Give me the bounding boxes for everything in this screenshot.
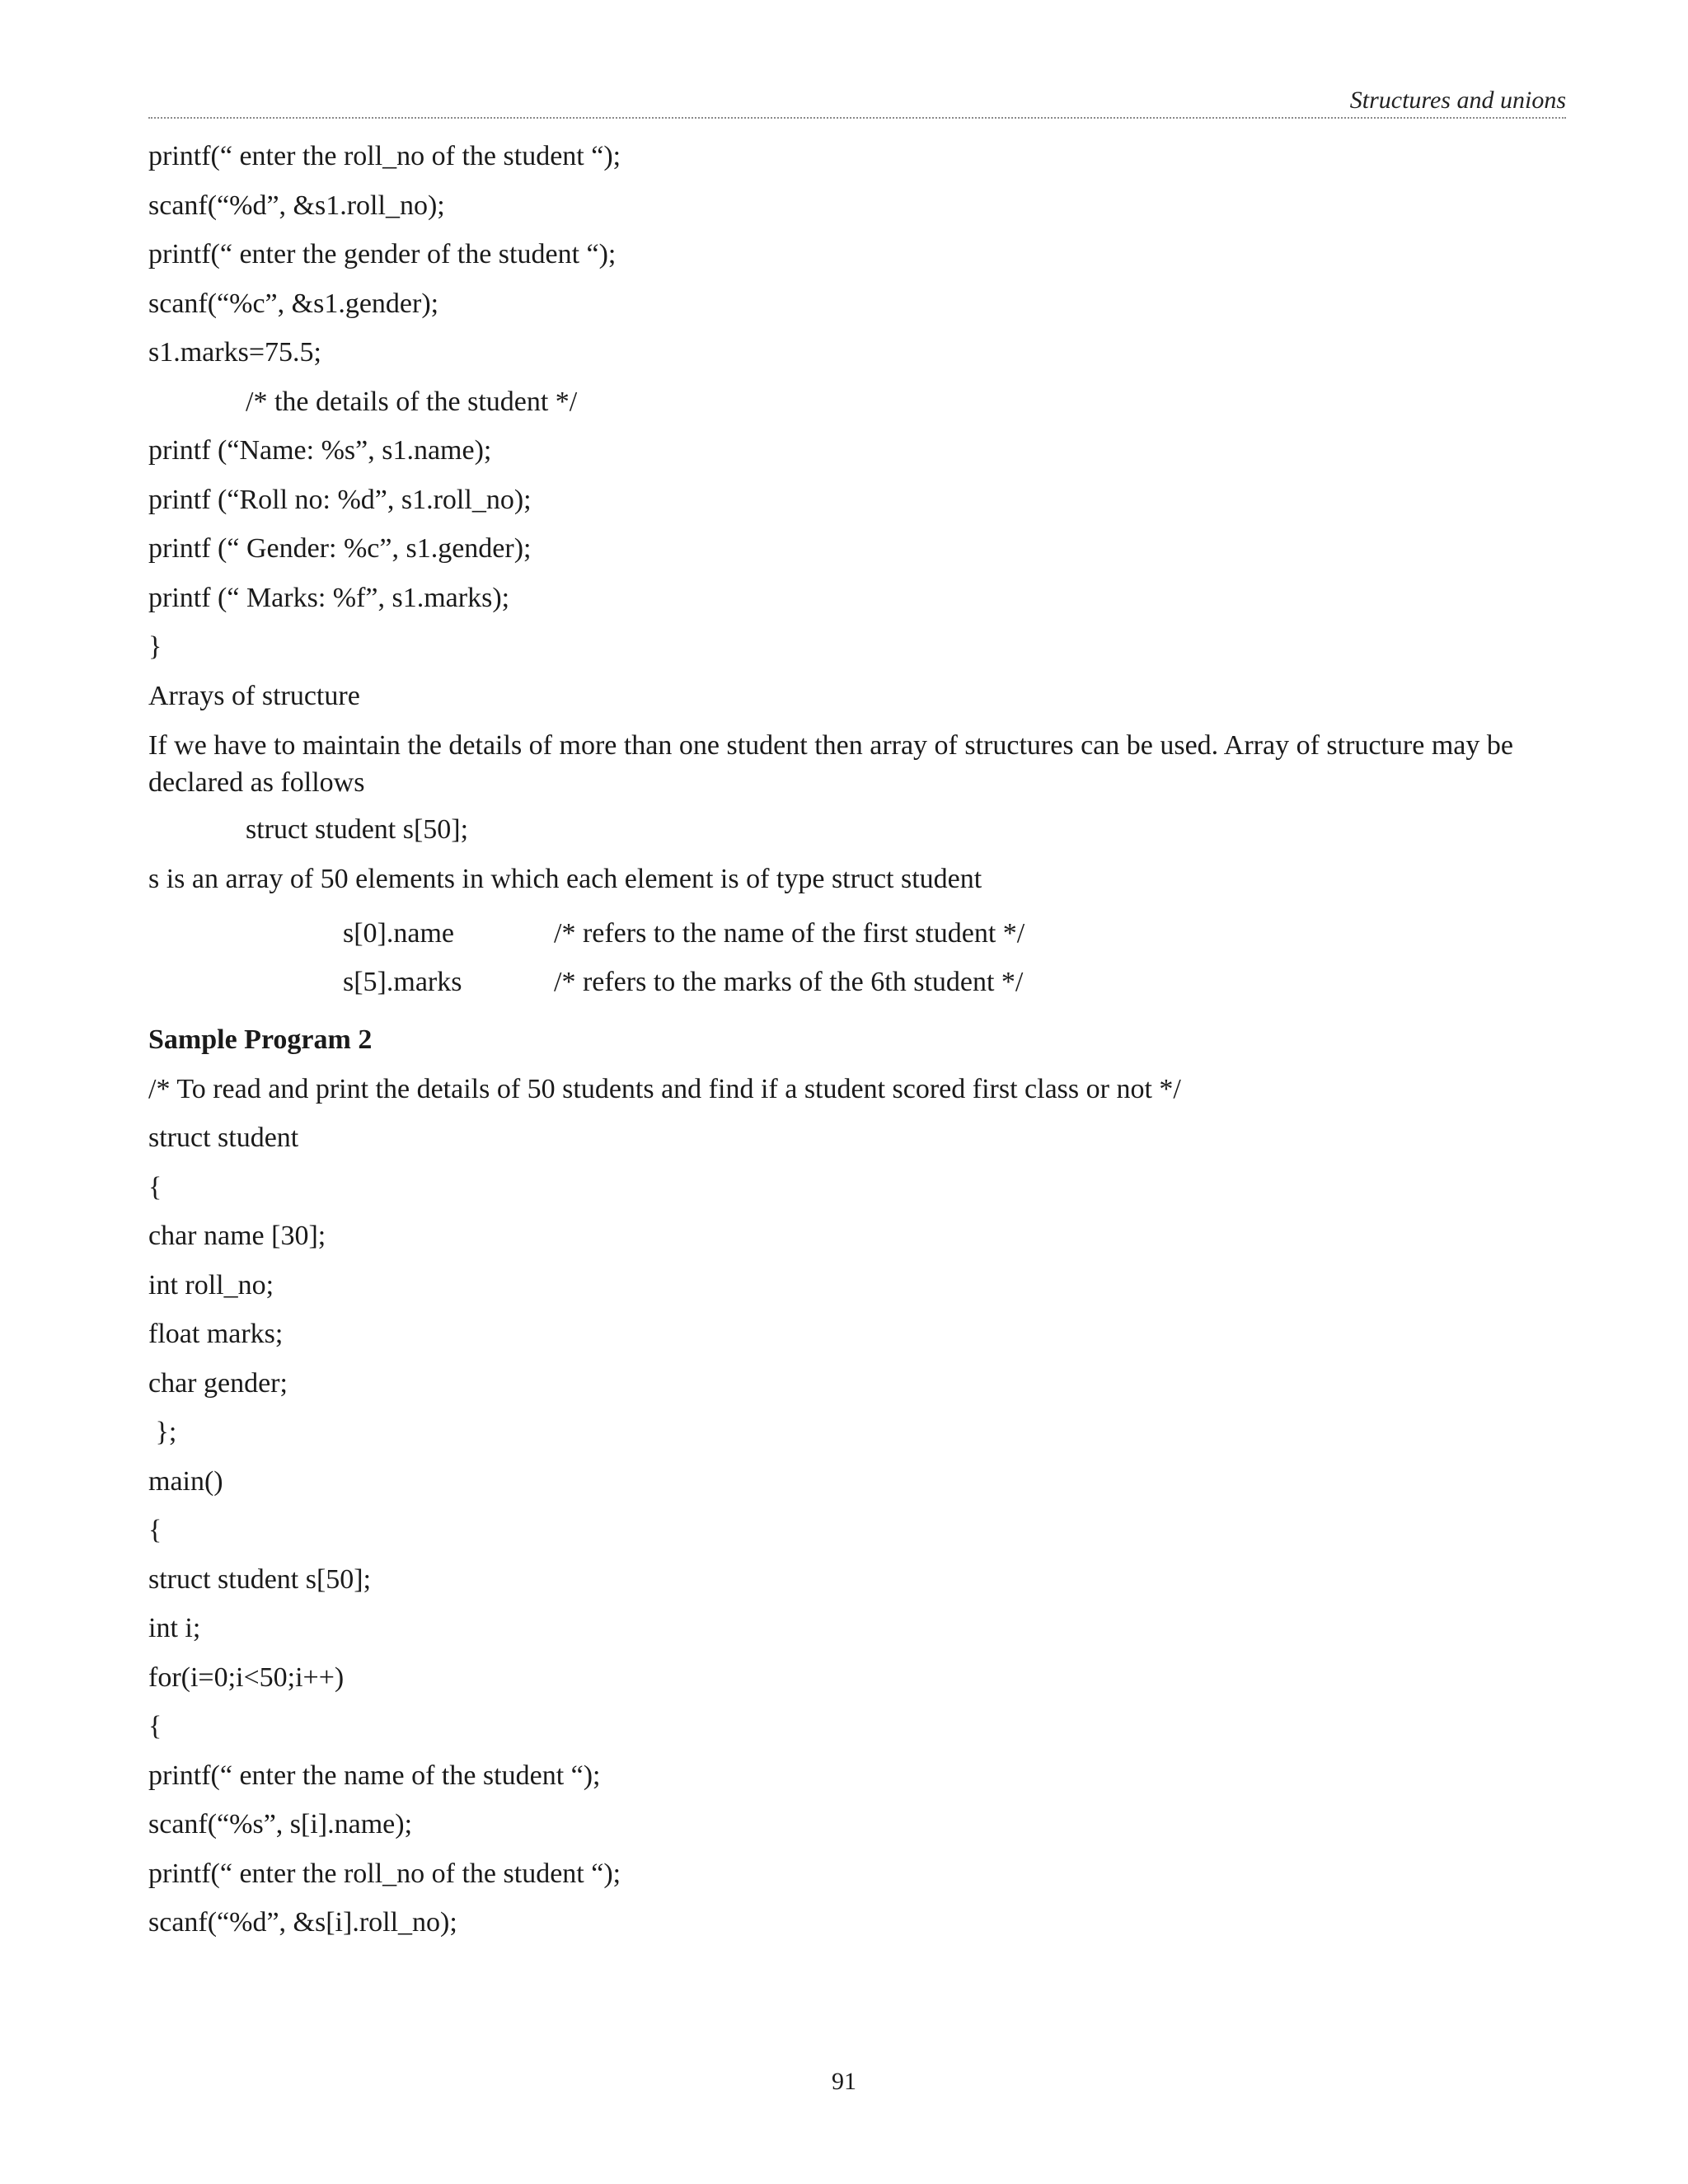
code-line: { [148,1515,162,1545]
code-line: { [148,1711,162,1741]
code-line: printf(“ enter the name of the student “); [148,1760,601,1791]
array-explanation: s is an array of 50 elements in which each element is of type struct student [148,863,982,894]
code-line: } [148,631,162,662]
page-body [148,138,1566,1954]
code-line: printf(“ enter the gender of the student “); [148,239,617,269]
example-expression: s[5].marks [343,967,462,997]
code-line: int i; [148,1613,201,1643]
code-line: char name [30]; [148,1221,326,1251]
code-line: main() [148,1465,223,1497]
page-number: 91 [832,2068,856,2095]
section-paragraph: If we have to maintain the details of more than one student then array of structures can be used. Array of structure may be declared as follows [148,730,1513,798]
code-line: printf (“ Gender: %c”, s1.gender); [148,533,532,564]
example-row [148,964,1566,1001]
code-line: printf(“ enter the roll_no of the student “); [148,1858,621,1889]
running-header [148,86,1566,119]
array-declaration: struct student s[50]; [246,814,469,845]
code-line: printf (“ Marks: %f”, s1.marks); [148,582,510,613]
code-line: scanf(“%s”, s[i].name); [148,1809,413,1840]
example-row [148,916,1566,952]
code-line: struct student s[50]; [148,1563,372,1595]
example-expression: s[0].name [343,917,455,949]
code-line: scanf(“%d”, &s[i].roll_no); [148,1907,457,1938]
code-line: struct student [148,1122,299,1153]
example-table [148,916,1566,1001]
example-comment: /* refers to the name of the first student */ [554,917,1025,949]
code-comment: /* To read and print the details of 50 students and find if a student scored first class or not */ [148,1073,1181,1104]
code-line: scanf(“%d”, &s1.roll_no); [148,190,445,221]
code-line: s1.marks=75.5; [148,337,321,368]
code-line: for(i=0;i<50;i++) [148,1661,345,1693]
code-line: { [148,1171,162,1202]
code-line: int roll_no; [148,1269,274,1301]
example-comment: /* refers to the marks of the 6th student */ [554,967,1024,997]
code-line: printf (“Name: %s”, s1.name); [148,435,492,466]
code-line: printf (“Roll no: %d”, s1.roll_no); [148,484,532,515]
code-line: scanf(“%c”, &s1.gender); [148,288,439,319]
sample-program-heading: Sample Program 2 [148,1024,373,1055]
code-line: }; [148,1417,177,1447]
code-line: printf(“ enter the roll_no of the student “); [148,141,621,171]
code-line: char gender; [148,1367,288,1399]
section-heading: Arrays of structure [148,680,360,711]
code-comment: /* the details of the student */ [246,386,578,417]
code-line: float marks; [148,1319,284,1349]
chapter-title: Structures and unions [1349,87,1566,114]
